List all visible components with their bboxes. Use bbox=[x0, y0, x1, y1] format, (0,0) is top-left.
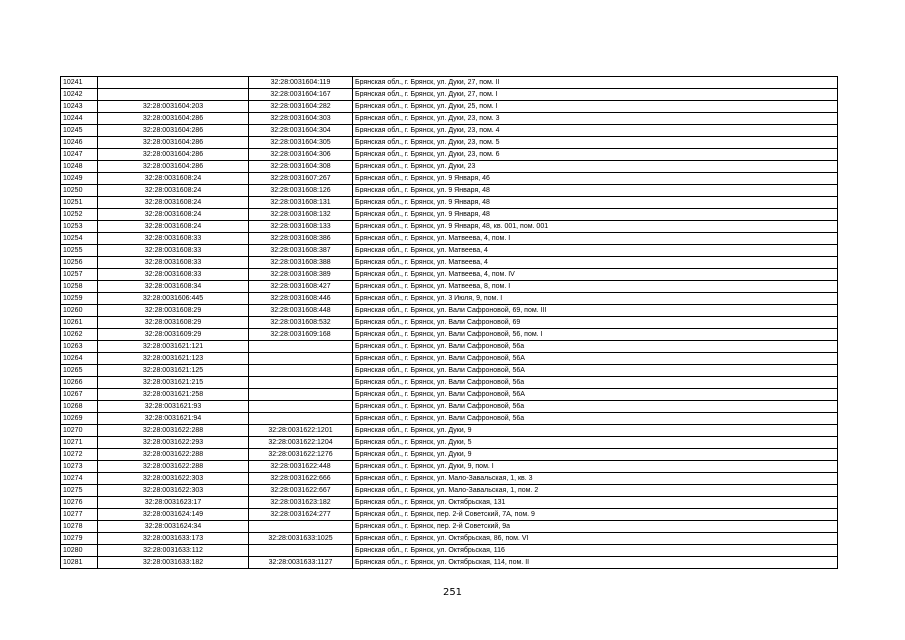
address-cell: Брянская обл., г. Брянск, ул. Дуки, 25, пом. I bbox=[353, 101, 838, 113]
address-cell: Брянская обл., г. Брянск, ул. 9 Января, 48 bbox=[353, 185, 838, 197]
row-number-cell: 10270 bbox=[61, 425, 98, 437]
parcel-cadastral-number-cell: 32:28:0031608:24 bbox=[98, 185, 249, 197]
row-number-cell: 10263 bbox=[61, 341, 98, 353]
table-row bbox=[61, 473, 838, 485]
address-cell: Брянская обл., г. Брянск, ул. Дуки, 23, пом. 4 bbox=[353, 125, 838, 137]
object-cadastral-number-cell: 32:28:0031608:126 bbox=[249, 185, 353, 197]
object-cadastral-number-cell: 32:28:0031608:532 bbox=[249, 317, 353, 329]
table-row bbox=[61, 173, 838, 185]
row-number-cell: 10255 bbox=[61, 245, 98, 257]
object-cadastral-number-cell: 32:28:0031604:308 bbox=[249, 161, 353, 173]
object-cadastral-number-cell bbox=[249, 377, 353, 389]
address-cell: Брянская обл., г. Брянск, ул. Мало-Завальская, 1, пом. 2 bbox=[353, 485, 838, 497]
address-cell: Брянская обл., г. Брянск, ул. Октябрьская, 86, пом. VI bbox=[353, 533, 838, 545]
parcel-cadastral-number-cell: 32:28:0031622:303 bbox=[98, 485, 249, 497]
object-cadastral-number-cell: 32:28:0031608:448 bbox=[249, 305, 353, 317]
object-cadastral-number-cell: 32:28:0031608:132 bbox=[249, 209, 353, 221]
parcel-cadastral-number-cell: 32:28:0031609:29 bbox=[98, 329, 249, 341]
parcel-cadastral-number-cell: 32:28:0031604:286 bbox=[98, 137, 249, 149]
table-row bbox=[61, 89, 838, 101]
row-number-cell: 10244 bbox=[61, 113, 98, 125]
row-number-cell: 10257 bbox=[61, 269, 98, 281]
address-cell: Брянская обл., г. Брянск, ул. Вали Сафроновой, 56а bbox=[353, 413, 838, 425]
object-cadastral-number-cell: 32:28:0031622:666 bbox=[249, 473, 353, 485]
parcel-cadastral-number-cell: 32:28:0031623:17 bbox=[98, 497, 249, 509]
address-cell: Брянская обл., г. Брянск, ул. Вали Сафроновой, 56а bbox=[353, 341, 838, 353]
row-number-cell: 10281 bbox=[61, 557, 98, 569]
table-row bbox=[61, 533, 838, 545]
row-number-cell: 10265 bbox=[61, 365, 98, 377]
address-cell: Брянская обл., г. Брянск, ул. Матвеева, 4 bbox=[353, 245, 838, 257]
parcel-cadastral-number-cell: 32:28:0031621:121 bbox=[98, 341, 249, 353]
table-row bbox=[61, 161, 838, 173]
parcel-cadastral-number-cell: 32:28:0031622:288 bbox=[98, 461, 249, 473]
row-number-cell: 10256 bbox=[61, 257, 98, 269]
row-number-cell: 10280 bbox=[61, 545, 98, 557]
object-cadastral-number-cell bbox=[249, 341, 353, 353]
table-row bbox=[61, 509, 838, 521]
address-cell: Брянская обл., г. Брянск, пер. 2-й Советский, 9а bbox=[353, 521, 838, 533]
object-cadastral-number-cell bbox=[249, 401, 353, 413]
row-number-cell: 10249 bbox=[61, 173, 98, 185]
parcel-cadastral-number-cell: 32:28:0031624:34 bbox=[98, 521, 249, 533]
parcel-cadastral-number-cell: 32:28:0031621:94 bbox=[98, 413, 249, 425]
row-number-cell: 10275 bbox=[61, 485, 98, 497]
object-cadastral-number-cell: 32:28:0031624:277 bbox=[249, 509, 353, 521]
object-cadastral-number-cell: 32:28:0031608:388 bbox=[249, 257, 353, 269]
row-number-cell: 10274 bbox=[61, 473, 98, 485]
table-row bbox=[61, 257, 838, 269]
parcel-cadastral-number-cell: 32:28:0031608:24 bbox=[98, 221, 249, 233]
parcel-cadastral-number-cell: 32:28:0031608:29 bbox=[98, 305, 249, 317]
object-cadastral-number-cell: 32:28:0031604:167 bbox=[249, 89, 353, 101]
parcel-cadastral-number-cell: 32:28:0031633:182 bbox=[98, 557, 249, 569]
parcel-cadastral-number-cell bbox=[98, 89, 249, 101]
address-cell: Брянская обл., г. Брянск, ул. Матвеева, 4, пом. I bbox=[353, 233, 838, 245]
object-cadastral-number-cell: 32:28:0031622:448 bbox=[249, 461, 353, 473]
parcel-cadastral-number-cell: 32:28:0031608:29 bbox=[98, 317, 249, 329]
address-cell: Брянская обл., г. Брянск, ул. Матвеева, 4, пом. IV bbox=[353, 269, 838, 281]
object-cadastral-number-cell: 32:28:0031604:304 bbox=[249, 125, 353, 137]
table-row bbox=[61, 281, 838, 293]
object-cadastral-number-cell: 32:28:0031607:267 bbox=[249, 173, 353, 185]
row-number-cell: 10258 bbox=[61, 281, 98, 293]
object-cadastral-number-cell: 32:28:0031622:1204 bbox=[249, 437, 353, 449]
page-number: 251 bbox=[442, 587, 463, 598]
address-cell: Брянская обл., г. Брянск, ул. Октябрьская, 114, пом. II bbox=[353, 557, 838, 569]
row-number-cell: 10272 bbox=[61, 449, 98, 461]
parcel-cadastral-number-cell bbox=[98, 77, 249, 89]
table-row bbox=[61, 437, 838, 449]
parcel-cadastral-number-cell: 32:28:0031608:24 bbox=[98, 173, 249, 185]
address-cell: Брянская обл., г. Брянск, ул. 3 Июля, 9, пом. I bbox=[353, 293, 838, 305]
table-row bbox=[61, 365, 838, 377]
table-row bbox=[61, 137, 838, 149]
table-row bbox=[61, 389, 838, 401]
table-row bbox=[61, 209, 838, 221]
address-cell: Брянская обл., г. Брянск, ул. Дуки, 23, пом. 3 bbox=[353, 113, 838, 125]
address-cell: Брянская обл., г. Брянск, ул. 9 Января, 48, кв. 001, пом. 001 bbox=[353, 221, 838, 233]
object-cadastral-number-cell: 32:28:0031608:131 bbox=[249, 197, 353, 209]
address-cell: Брянская обл., г. Брянск, ул. Вали Сафроновой, 56А bbox=[353, 365, 838, 377]
address-cell: Брянская обл., г. Брянск, ул. Вали Сафроновой, 56а bbox=[353, 377, 838, 389]
address-cell: Брянская обл., г. Брянск, ул. Дуки, 23, пом. 5 bbox=[353, 137, 838, 149]
address-cell: Брянская обл., г. Брянск, ул. Дуки, 27, пом. I bbox=[353, 89, 838, 101]
table-row bbox=[61, 197, 838, 209]
row-number-cell: 10269 bbox=[61, 413, 98, 425]
address-cell: Брянская обл., г. Брянск, ул. Дуки, 9 bbox=[353, 449, 838, 461]
address-cell: Брянская обл., г. Брянск, ул. Дуки, 9, пом. I bbox=[353, 461, 838, 473]
table-row bbox=[61, 125, 838, 137]
table-row bbox=[61, 149, 838, 161]
object-cadastral-number-cell: 32:28:0031604:306 bbox=[249, 149, 353, 161]
table-row bbox=[61, 113, 838, 125]
row-number-cell: 10266 bbox=[61, 377, 98, 389]
object-cadastral-number-cell bbox=[249, 545, 353, 557]
address-cell: Брянская обл., г. Брянск, ул. Дуки, 23, пом. 6 bbox=[353, 149, 838, 161]
address-cell: Брянская обл., г. Брянск, ул. Дуки, 5 bbox=[353, 437, 838, 449]
address-cell: Брянская обл., г. Брянск, ул. Вали Сафроновой, 56А bbox=[353, 353, 838, 365]
table-row bbox=[61, 245, 838, 257]
table-row bbox=[61, 545, 838, 557]
object-cadastral-number-cell bbox=[249, 521, 353, 533]
table-row bbox=[61, 101, 838, 113]
object-cadastral-number-cell: 32:28:0031622:1201 bbox=[249, 425, 353, 437]
address-cell: Брянская обл., г. Брянск, ул. Мало-Завальская, 1, кв. 3 bbox=[353, 473, 838, 485]
parcel-cadastral-number-cell: 32:28:0031604:286 bbox=[98, 125, 249, 137]
address-cell: Брянская обл., г. Брянск, ул. Октябрьская, 131 bbox=[353, 497, 838, 509]
address-cell: Брянская обл., г. Брянск, ул. 9 Января, 46 bbox=[353, 173, 838, 185]
parcel-cadastral-number-cell: 32:28:0031622:303 bbox=[98, 473, 249, 485]
row-number-cell: 10267 bbox=[61, 389, 98, 401]
object-cadastral-number-cell: 32:28:0031622:667 bbox=[249, 485, 353, 497]
table-row bbox=[61, 293, 838, 305]
object-cadastral-number-cell: 32:28:0031608:427 bbox=[249, 281, 353, 293]
object-cadastral-number-cell: 32:28:0031604:119 bbox=[249, 77, 353, 89]
address-cell: Брянская обл., г. Брянск, ул. Вали Сафроновой, 56А bbox=[353, 389, 838, 401]
row-number-cell: 10260 bbox=[61, 305, 98, 317]
parcel-cadastral-number-cell: 32:28:0031608:24 bbox=[98, 209, 249, 221]
address-cell: Брянская обл., г. Брянск, ул. Матвеева, 4 bbox=[353, 257, 838, 269]
object-cadastral-number-cell bbox=[249, 389, 353, 401]
table-row bbox=[61, 557, 838, 569]
parcel-cadastral-number-cell: 32:28:0031606:445 bbox=[98, 293, 249, 305]
row-number-cell: 10251 bbox=[61, 197, 98, 209]
address-cell: Брянская обл., г. Брянск, ул. Вали Сафроновой, 69, пом. III bbox=[353, 305, 838, 317]
table-row bbox=[61, 233, 838, 245]
row-number-cell: 10268 bbox=[61, 401, 98, 413]
table-row bbox=[61, 497, 838, 509]
parcel-cadastral-number-cell: 32:28:0031608:33 bbox=[98, 269, 249, 281]
table-row bbox=[61, 461, 838, 473]
object-cadastral-number-cell: 32:28:0031608:386 bbox=[249, 233, 353, 245]
row-number-cell: 10262 bbox=[61, 329, 98, 341]
object-cadastral-number-cell: 32:28:0031604:305 bbox=[249, 137, 353, 149]
table-row bbox=[61, 449, 838, 461]
parcel-cadastral-number-cell: 32:28:0031633:112 bbox=[98, 545, 249, 557]
row-number-cell: 10250 bbox=[61, 185, 98, 197]
parcel-cadastral-number-cell: 32:28:0031608:34 bbox=[98, 281, 249, 293]
parcel-cadastral-number-cell: 32:28:0031621:258 bbox=[98, 389, 249, 401]
parcel-cadastral-number-cell: 32:28:0031604:203 bbox=[98, 101, 249, 113]
row-number-cell: 10279 bbox=[61, 533, 98, 545]
row-number-cell: 10247 bbox=[61, 149, 98, 161]
address-cell: Брянская обл., г. Брянск, ул. Матвеева, 8, пом. I bbox=[353, 281, 838, 293]
row-number-cell: 10254 bbox=[61, 233, 98, 245]
parcel-cadastral-number-cell: 32:28:0031621:215 bbox=[98, 377, 249, 389]
parcel-cadastral-number-cell: 32:28:0031604:286 bbox=[98, 161, 249, 173]
object-cadastral-number-cell bbox=[249, 353, 353, 365]
address-cell: Брянская обл., г. Брянск, ул. 9 Января, 48 bbox=[353, 209, 838, 221]
address-cell: Брянская обл., г. Брянск, ул. Дуки, 27, пом. II bbox=[353, 77, 838, 89]
parcel-cadastral-number-cell: 32:28:0031608:33 bbox=[98, 245, 249, 257]
parcel-cadastral-number-cell: 32:28:0031622:288 bbox=[98, 449, 249, 461]
object-cadastral-number-cell: 32:28:0031609:168 bbox=[249, 329, 353, 341]
row-number-cell: 10264 bbox=[61, 353, 98, 365]
object-cadastral-number-cell: 32:28:0031604:282 bbox=[249, 101, 353, 113]
row-number-cell: 10278 bbox=[61, 521, 98, 533]
parcel-cadastral-number-cell: 32:28:0031604:286 bbox=[98, 149, 249, 161]
table-row bbox=[61, 305, 838, 317]
table-row bbox=[61, 317, 838, 329]
row-number-cell: 10276 bbox=[61, 497, 98, 509]
object-cadastral-number-cell: 32:28:0031608:446 bbox=[249, 293, 353, 305]
row-number-cell: 10259 bbox=[61, 293, 98, 305]
row-number-cell: 10253 bbox=[61, 221, 98, 233]
table-row bbox=[61, 329, 838, 341]
parcel-cadastral-number-cell: 32:28:0031621:93 bbox=[98, 401, 249, 413]
table-row bbox=[61, 269, 838, 281]
table-row bbox=[61, 485, 838, 497]
address-cell: Брянская обл., г. Брянск, пер. 2-й Советский, 7А, пом. 9 bbox=[353, 509, 838, 521]
parcel-cadastral-number-cell: 32:28:0031621:125 bbox=[98, 365, 249, 377]
object-cadastral-number-cell: 32:28:0031633:1025 bbox=[249, 533, 353, 545]
address-cell: Брянская обл., г. Брянск, ул. Вали Сафроновой, 56, пом. I bbox=[353, 329, 838, 341]
parcel-cadastral-number-cell: 32:28:0031604:286 bbox=[98, 113, 249, 125]
row-number-cell: 10271 bbox=[61, 437, 98, 449]
row-number-cell: 10241 bbox=[61, 77, 98, 89]
table-row bbox=[61, 185, 838, 197]
object-cadastral-number-cell: 32:28:0031608:387 bbox=[249, 245, 353, 257]
parcel-cadastral-number-cell: 32:28:0031622:293 bbox=[98, 437, 249, 449]
row-number-cell: 10248 bbox=[61, 161, 98, 173]
address-cell: Брянская обл., г. Брянск, ул. 9 Января, 48 bbox=[353, 197, 838, 209]
table-row bbox=[61, 341, 838, 353]
table-row bbox=[61, 77, 838, 89]
object-cadastral-number-cell: 32:28:0031608:133 bbox=[249, 221, 353, 233]
object-cadastral-number-cell: 32:28:0031633:1127 bbox=[249, 557, 353, 569]
address-cell: Брянская обл., г. Брянск, ул. Октябрьская, 116 bbox=[353, 545, 838, 557]
object-cadastral-number-cell: 32:28:0031608:389 bbox=[249, 269, 353, 281]
object-cadastral-number-cell: 32:28:0031622:1276 bbox=[249, 449, 353, 461]
parcel-cadastral-number-cell: 32:28:0031608:33 bbox=[98, 257, 249, 269]
parcel-cadastral-number-cell: 32:28:0031621:123 bbox=[98, 353, 249, 365]
address-cell: Брянская обл., г. Брянск, ул. Вали Сафроновой, 69 bbox=[353, 317, 838, 329]
row-number-cell: 10277 bbox=[61, 509, 98, 521]
table-row bbox=[61, 221, 838, 233]
registry-table bbox=[60, 76, 838, 569]
object-cadastral-number-cell bbox=[249, 413, 353, 425]
parcel-cadastral-number-cell: 32:28:0031633:173 bbox=[98, 533, 249, 545]
row-number-cell: 10273 bbox=[61, 461, 98, 473]
table-row bbox=[61, 401, 838, 413]
table-row bbox=[61, 377, 838, 389]
row-number-cell: 10242 bbox=[61, 89, 98, 101]
parcel-cadastral-number-cell: 32:28:0031608:33 bbox=[98, 233, 249, 245]
table-row bbox=[61, 413, 838, 425]
address-cell: Брянская обл., г. Брянск, ул. Дуки, 9 bbox=[353, 425, 838, 437]
row-number-cell: 10246 bbox=[61, 137, 98, 149]
parcel-cadastral-number-cell: 32:28:0031608:24 bbox=[98, 197, 249, 209]
row-number-cell: 10261 bbox=[61, 317, 98, 329]
address-cell: Брянская обл., г. Брянск, ул. Дуки, 23 bbox=[353, 161, 838, 173]
parcel-cadastral-number-cell: 32:28:0031624:149 bbox=[98, 509, 249, 521]
row-number-cell: 10245 bbox=[61, 125, 98, 137]
object-cadastral-number-cell: 32:28:0031604:303 bbox=[249, 113, 353, 125]
address-cell: Брянская обл., г. Брянск, ул. Вали Сафроновой, 56а bbox=[353, 401, 838, 413]
row-number-cell: 10243 bbox=[61, 101, 98, 113]
table-row bbox=[61, 425, 838, 437]
row-number-cell: 10252 bbox=[61, 209, 98, 221]
registry-table-body bbox=[61, 77, 838, 569]
parcel-cadastral-number-cell: 32:28:0031622:288 bbox=[98, 425, 249, 437]
table-row bbox=[61, 521, 838, 533]
object-cadastral-number-cell: 32:28:0031623:182 bbox=[249, 497, 353, 509]
table-row bbox=[61, 353, 838, 365]
object-cadastral-number-cell bbox=[249, 365, 353, 377]
